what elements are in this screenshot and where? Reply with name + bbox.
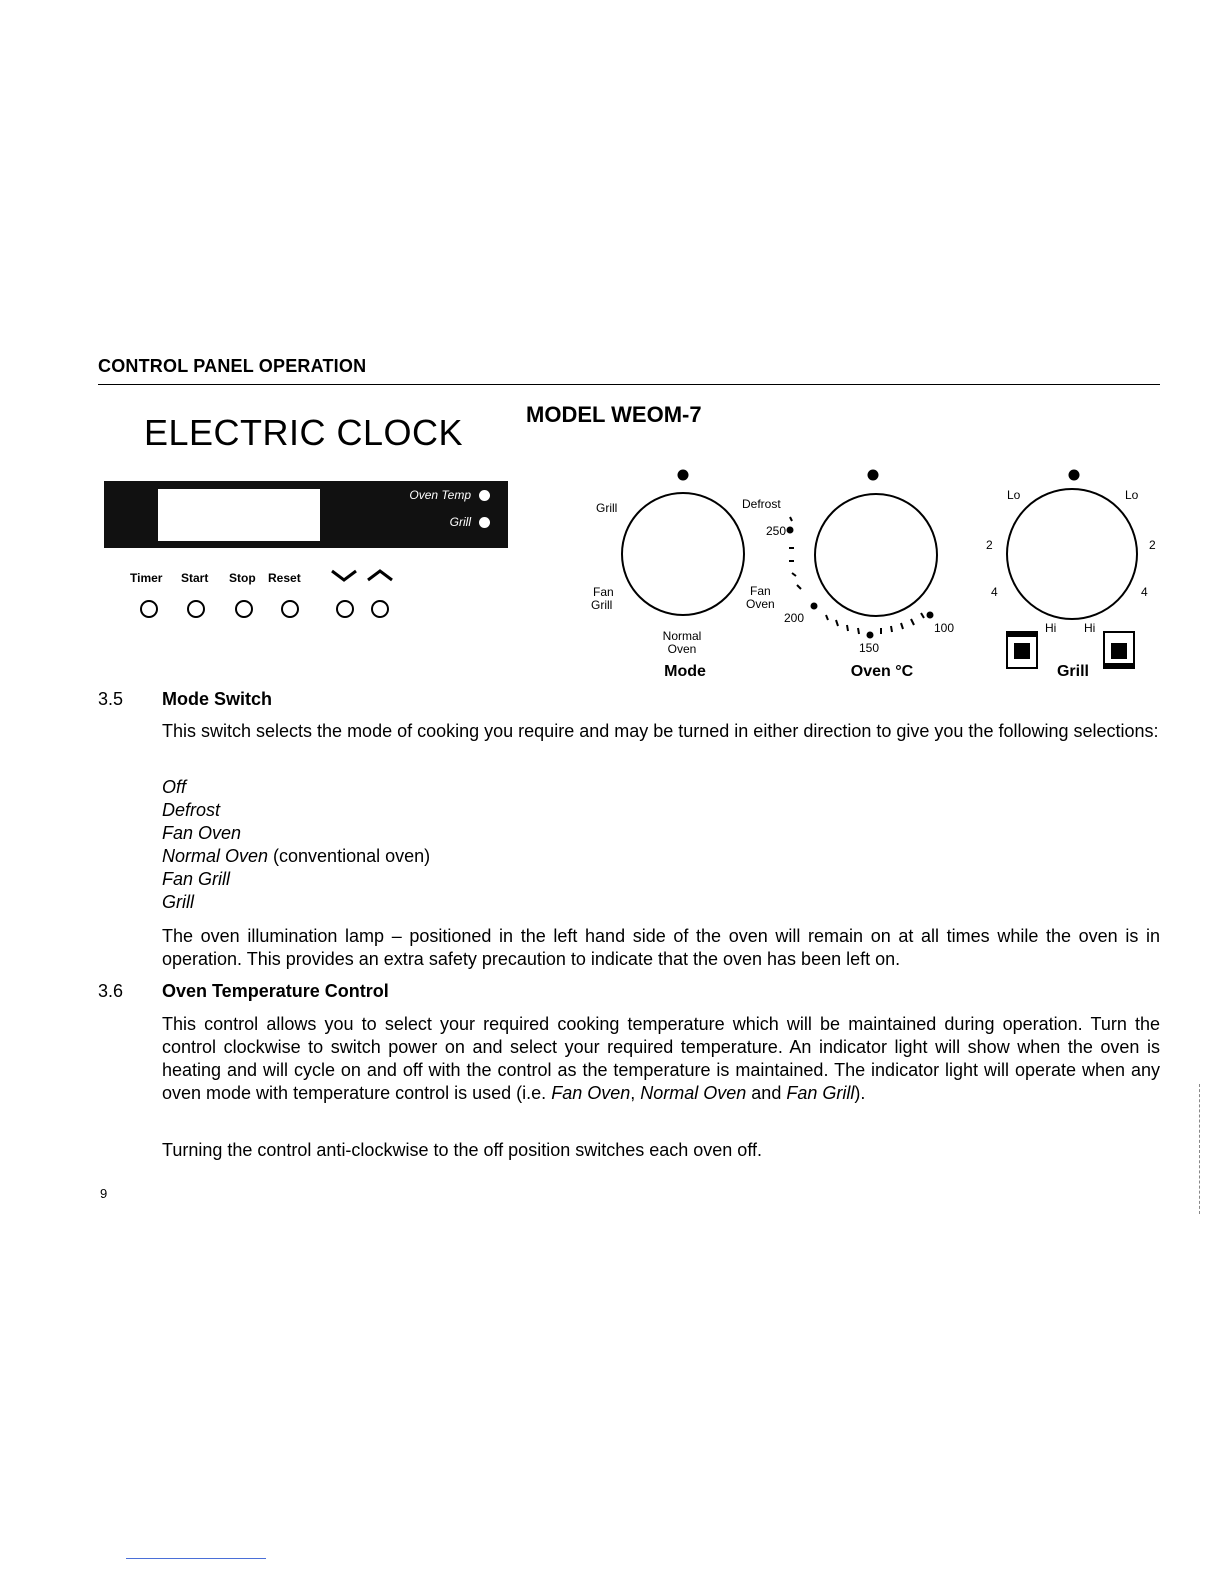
grill-light-icon xyxy=(479,517,490,528)
oven-temp-paragraph xyxy=(162,1013,1160,1105)
em-fan-grill: Fan Grill xyxy=(786,1083,855,1103)
oven-temp-paragraph-end: ). xyxy=(854,1083,866,1103)
mode-caption: Mode xyxy=(664,663,706,680)
mode-option-normal xyxy=(162,845,430,868)
sep-1: , xyxy=(630,1083,641,1103)
mode-options-list xyxy=(162,776,430,914)
em-normal-oven: Normal Oven xyxy=(640,1083,747,1103)
mode-label-fan-grill: Grill xyxy=(591,598,613,612)
mode-option: Off xyxy=(162,777,187,797)
timer-label: Timer xyxy=(130,571,163,585)
mode-option: Defrost xyxy=(162,800,221,820)
grill-indicator xyxy=(450,515,490,529)
mode-option: Fan Grill xyxy=(162,869,231,889)
mode-dial[interactable] xyxy=(591,470,781,681)
grill-label-lo-left: Lo xyxy=(1007,488,1021,502)
grill-label-4-left: 4 xyxy=(991,585,998,599)
margin-scan-mark xyxy=(1199,1084,1200,1214)
anticlockwise-paragraph: Turning the control anti-clockwise to the off position switches each oven off. xyxy=(162,1140,762,1160)
temp-200-dot xyxy=(811,603,818,610)
page-number: 9 xyxy=(100,1186,108,1201)
grill-dial[interactable] xyxy=(986,470,1156,681)
mode-label-normal-oven: Oven xyxy=(667,642,697,656)
start-label: Start xyxy=(181,571,209,585)
section-3-6-number: 3.6 xyxy=(98,981,124,1001)
grill-label-4-right: 4 xyxy=(1141,585,1148,599)
mode-option-normal-label: Normal Oven xyxy=(162,846,269,866)
oven-lamp-paragraph: The oven illumination lamp – positioned in the left hand side of the oven will remain on at all times while the oven is in operation. This provides an extra safety precaution to indicate that the oven has been left on. xyxy=(162,926,1160,969)
grill-label-hi-right: Hi xyxy=(1084,621,1096,635)
grill-knob[interactable] xyxy=(1007,489,1137,619)
section-3-6-heading: Oven Temperature Control xyxy=(162,981,389,1001)
mode-label-fan-oven-1: Fan xyxy=(750,584,771,598)
temperature-dial[interactable] xyxy=(766,470,954,681)
down-arrow-icon xyxy=(332,571,356,580)
grill-indicator-dot xyxy=(1069,470,1080,481)
grill-label-hi-left: Hi xyxy=(1045,621,1057,635)
temp-caption: Oven °C xyxy=(850,663,914,680)
grill-label-2-right: 2 xyxy=(1149,538,1156,552)
grill-right-element-icon xyxy=(1104,632,1134,668)
clock-display xyxy=(158,489,320,541)
up-button[interactable] xyxy=(371,600,389,618)
stop-label: Stop xyxy=(229,571,256,585)
stop-button[interactable] xyxy=(235,600,253,618)
mode-indicator-dot xyxy=(678,470,689,481)
reset-button[interactable] xyxy=(281,600,299,618)
temp-150-dot xyxy=(867,632,874,639)
bottom-rule xyxy=(126,1558,266,1559)
mode-option: Grill xyxy=(162,892,194,912)
electric-clock-title: ELECTRIC CLOCK xyxy=(144,412,464,453)
model-title: MODEL WEOM-7 xyxy=(526,402,702,427)
grill-caption: Grill xyxy=(1056,663,1090,680)
mode-label-fan: Fan xyxy=(593,585,614,599)
oven-temp-paragraph-main: This control allows you to select your required cooking temperature which will be maintained during operation. Turn the control clockwise to switch power on and select your required temperature. An indicator light will show when the oven is heating and will cycle on and off with the control as the temperature is maintained. The indicator light will operate when any oven mode with temperature control is used (i.e. xyxy=(162,1014,1160,1103)
grill-label-2-left: 2 xyxy=(986,538,993,552)
start-button[interactable] xyxy=(187,600,205,618)
sep-2: and xyxy=(746,1083,787,1103)
temp-250-dot xyxy=(787,527,794,534)
temp-label-250: 250 xyxy=(766,524,787,538)
grill-indicator-label: Grill xyxy=(449,515,471,529)
section-3-5-heading: Mode Switch xyxy=(162,689,273,709)
oven-temp-indicator xyxy=(409,488,490,502)
temp-label-100: 100 xyxy=(934,621,955,635)
mode-label-normal: Normal xyxy=(662,629,702,643)
timer-button[interactable] xyxy=(140,600,158,618)
temp-100-dot xyxy=(927,612,934,619)
reset-label: Reset xyxy=(268,571,301,585)
mode-label-fan-oven-2: Oven xyxy=(746,597,775,611)
temp-label-200: 200 xyxy=(784,611,805,625)
grill-label-lo-right: Lo xyxy=(1125,488,1139,502)
em-fan-oven: Fan Oven xyxy=(551,1083,631,1103)
grill-left-element-icon xyxy=(1007,632,1037,668)
oven-temp-indicator-label: Oven Temp xyxy=(409,488,471,502)
mode-switch-intro: This switch selects the mode of cooking you require and may be turned in either direction to give you the following selections: xyxy=(162,721,1159,741)
mode-option: Fan Oven xyxy=(162,823,242,843)
control-dials xyxy=(580,460,1160,690)
mode-label-grill: Grill xyxy=(596,501,618,515)
section-3-5-number: 3.5 xyxy=(98,689,124,709)
clock-panel xyxy=(104,481,508,548)
header-rule xyxy=(98,384,1160,385)
temp-tick-marks xyxy=(789,517,924,634)
mode-knob[interactable] xyxy=(622,493,744,615)
oven-temp-light-icon xyxy=(479,490,490,501)
temp-label-150: 150 xyxy=(858,641,880,655)
mode-option-normal-note: (conventional oven) xyxy=(268,846,431,866)
down-button[interactable] xyxy=(336,600,354,618)
section-title: CONTROL PANEL OPERATION xyxy=(98,356,367,376)
down-up-arrows-icon xyxy=(328,565,398,587)
mode-label-defrost: Defrost xyxy=(742,497,781,511)
temp-knob[interactable] xyxy=(815,494,937,616)
up-arrow-icon xyxy=(368,571,392,580)
temp-indicator-dot xyxy=(868,470,879,481)
